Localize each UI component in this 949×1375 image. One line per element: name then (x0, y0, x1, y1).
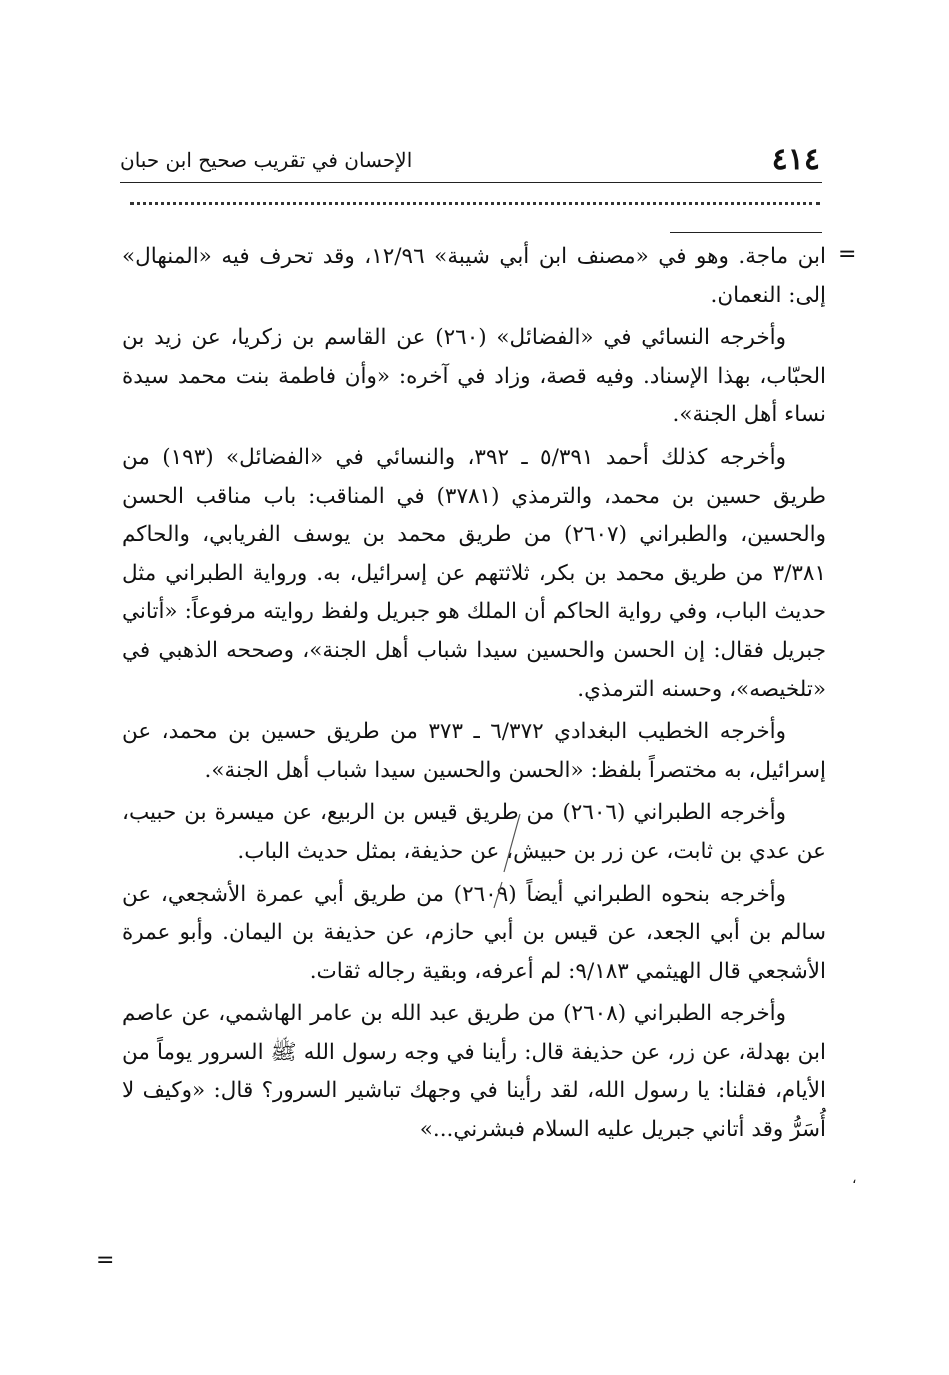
margin-mark: ، (852, 1171, 857, 1187)
footnote-paragraph: وأخرجه النسائي في «الفضائل» (٢٦٠) عن القاسم بن زكريا، عن زيد بن الحبّاب، بهذا الإسناد. وفيه قصة، وزاد في آخره: «وأن فاطمة بنت محمد سيدة نساء أهل الجنة». (122, 325, 826, 428)
footnote-rule (670, 232, 822, 233)
continuation-mark-top: = (838, 242, 857, 267)
footnote-paragraph: وأخرجه كذلك أحمد ٥/٣٩١ ـ ٣٩٢، والنسائي في «الفضائل» (١٩٣) من طريق حسين بن محمد، والترمذي (٣٧٨١) في المناقب: باب مناقب الحسن والحسين، والطبراني (٢٦٠٧) من طريق محمد بن يوسف الفريابي، والحاكم ٣/٣٨١ من طريق محمد بن بكر، ثلاثتهم عن إسرائيل، به. ورواية الطبراني مثل حديث الباب، وفي رواية الحاكم أن الملك هو جبريل ولفظ روايته مرفوعاً: «أتاني جبريل فقال: إن الحسن والحسين سيدا شباب أهل الجنة»، وصححه الذهبي في «تلخيصه»، وحسنه الترمذي. (122, 444, 827, 702)
pen-annotation-mark (490, 812, 530, 912)
footnote-paragraph: وأخرجه الطبراني (٢٦٠٨) من طريق عبد الله بن عامر الهاشمي، عن عاصم ابن بهدلة، عن زر، عن حذيفة قال: رأينا في وجه رسول الله ﷺ السرور يوماً من الأيام، فقلنا: يا رسول الله، لقد رأينا في وجهك تباشير السرور؟ قال: «وكيف لا أُسَرُّ وقد أتاني جبريل عليه السلام فبشرني...» (122, 1001, 826, 1143)
running-title: الإحسان في تقريب صحيح ابن حبان (120, 148, 413, 172)
footnote-paragraph: ابن ماجة. وهو في «مصنف ابن أبي شيبة» ١٢/٩٦، وقد تحرف فيه «المنهال» إلى: النعمان. (122, 244, 826, 308)
footnote-body (122, 238, 826, 1154)
header-rule (120, 182, 822, 183)
page-header (120, 140, 820, 184)
page-number: ٤١٤ (771, 142, 820, 177)
footnote-paragraph: وأخرجه بنحوه الطبراني أيضاً (٢٦٠٩) من طريق أبي عمرة الأشجعي، عن سالم بن أبي الجعد، عن قيس بن أبي حازم، عن حذيفة بن اليمان. وأبو عمرة الأشجعي قال الهيثمي ٩/١٨٣: لم أعرفه، وبقية رجاله ثقات. (122, 881, 826, 984)
footnote-paragraph: وأخرجه الخطيب البغدادي ٦/٣٧٢ ـ ٣٧٣ من طريق حسين بن محمد، عن إسرائيل، به مختصراً بلفظ: «الحسن والحسين سيدا شباب أهل الجنة». (122, 719, 826, 783)
dotted-separator (130, 202, 820, 205)
footnote-paragraph: وأخرجه الطبراني (٢٦٠٦) من طريق قيس بن الربيع، عن ميسرة بن حبيب، عن عدي بن ثابت، عن زر بن حبيش، عن حذيفة، بمثل حديث الباب. (122, 800, 826, 864)
continuation-mark-bottom: = (96, 1248, 115, 1273)
